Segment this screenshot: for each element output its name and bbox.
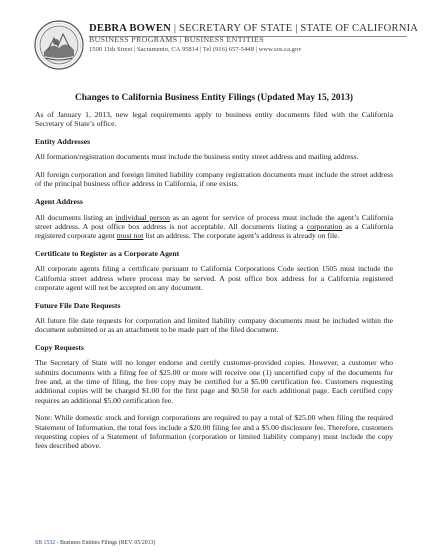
letterhead-line-1: DEBRA BOWEN | SECRETARY OF STATE | STATE OF CALIFORNIA [89, 23, 419, 34]
intro-paragraph: As of January 1, 2013, new legal requirements apply to business entity documents filed with the California Secretary of State’s office. [35, 110, 393, 129]
underlined-must-not: must not [116, 231, 144, 241]
footer-text: - Business Entities Filings (REV. 05/2013) [55, 540, 156, 546]
secretary-name: DEBRA BOWEN [89, 23, 171, 34]
underlined-corporation: corporation [306, 221, 343, 231]
agent-paragraph: All documents listing an individual person as an agent for service of process must include the agent’s California street address. A post office box address is not acceptable. All documents listing a corporation as a California registered corporate agent must not list an address. The corporate agent’s address is already on file. [35, 212, 394, 241]
entity-paragraph-1: All formation/registration documents must include the business entity street address and mailing address. [35, 152, 359, 162]
copy-paragraph-1: The Secretary of State will no longer endorse and certify customer-provided copies. However, a customer who submits documents with a filing fee of $25.00 or more will receive one (1) uncertified copy of the documents for free and, at the time of filing, the free copy may be certified for a $5.00 certification fee. Customers requesting additional copies will be charged $1.00 for the first page and $0.50 for each additional page. Each certified copy requires an additional $5.00 certification fee. [35, 358, 393, 405]
underlined-individual-person: individual person [115, 212, 170, 222]
certificate-paragraph: All corporate agents filing a certificate pursuant to California Corporations Code section 1505 must include the California street address where process may be served. A post office box address for a California registered corporate agent will not be accepted on any document. [35, 264, 393, 292]
section-heading-certificate: Certificate to Register as a Corporate Agent [35, 248, 180, 258]
document-body [35, 110, 393, 459]
document-title: Changes to California Business Entity Filings (Updated May 15, 2013) [75, 93, 353, 103]
office-title: SECRETARY OF STATE [179, 23, 293, 34]
letterhead [34, 20, 419, 76]
section-heading-entity-addresses: Entity Addresses [35, 137, 91, 147]
copy-note-paragraph: Note: While domestic stock and foreign corporations are required to pay a total of $25.00 when filing the required Statement of Information, the total fees include a $20.00 filing fee and a $5.00 disclosure fee. Therefore, customers requesting copies of a Statement of Information (corporation or limited liability company) must include the copy fees described above. [35, 413, 393, 451]
great-seal-of-california-icon [34, 20, 84, 70]
future-paragraph: All future file date requests for corporation and limited liability company documents must be included within the document submitted or as an attachment to be made part of the filed document. [35, 315, 393, 335]
entity-paragraph-2: All foreign corporation and foreign limited liability company registration documents must include the street address of the principal business office address in California, if one exists. [35, 170, 393, 189]
page-footer [35, 540, 155, 546]
section-heading-agent-address: Agent Address [35, 197, 83, 207]
footer-code: SB 1532 [35, 540, 56, 546]
letterhead-text [89, 23, 419, 53]
section-heading-copy-requests: Copy Requests [35, 343, 84, 353]
state-title: STATE OF CALIFORNIA [300, 23, 419, 34]
letterhead-address: 1500 11th Street | Sacramento, CA 95814 | Tel (916) 657-5448 | www.sos.ca.gov [89, 46, 302, 53]
section-heading-future-file-date: Future File Date Requests [35, 300, 121, 310]
letterhead-divisions: BUSINESS PROGRAMS | BUSINESS ENTITIES [89, 35, 264, 44]
